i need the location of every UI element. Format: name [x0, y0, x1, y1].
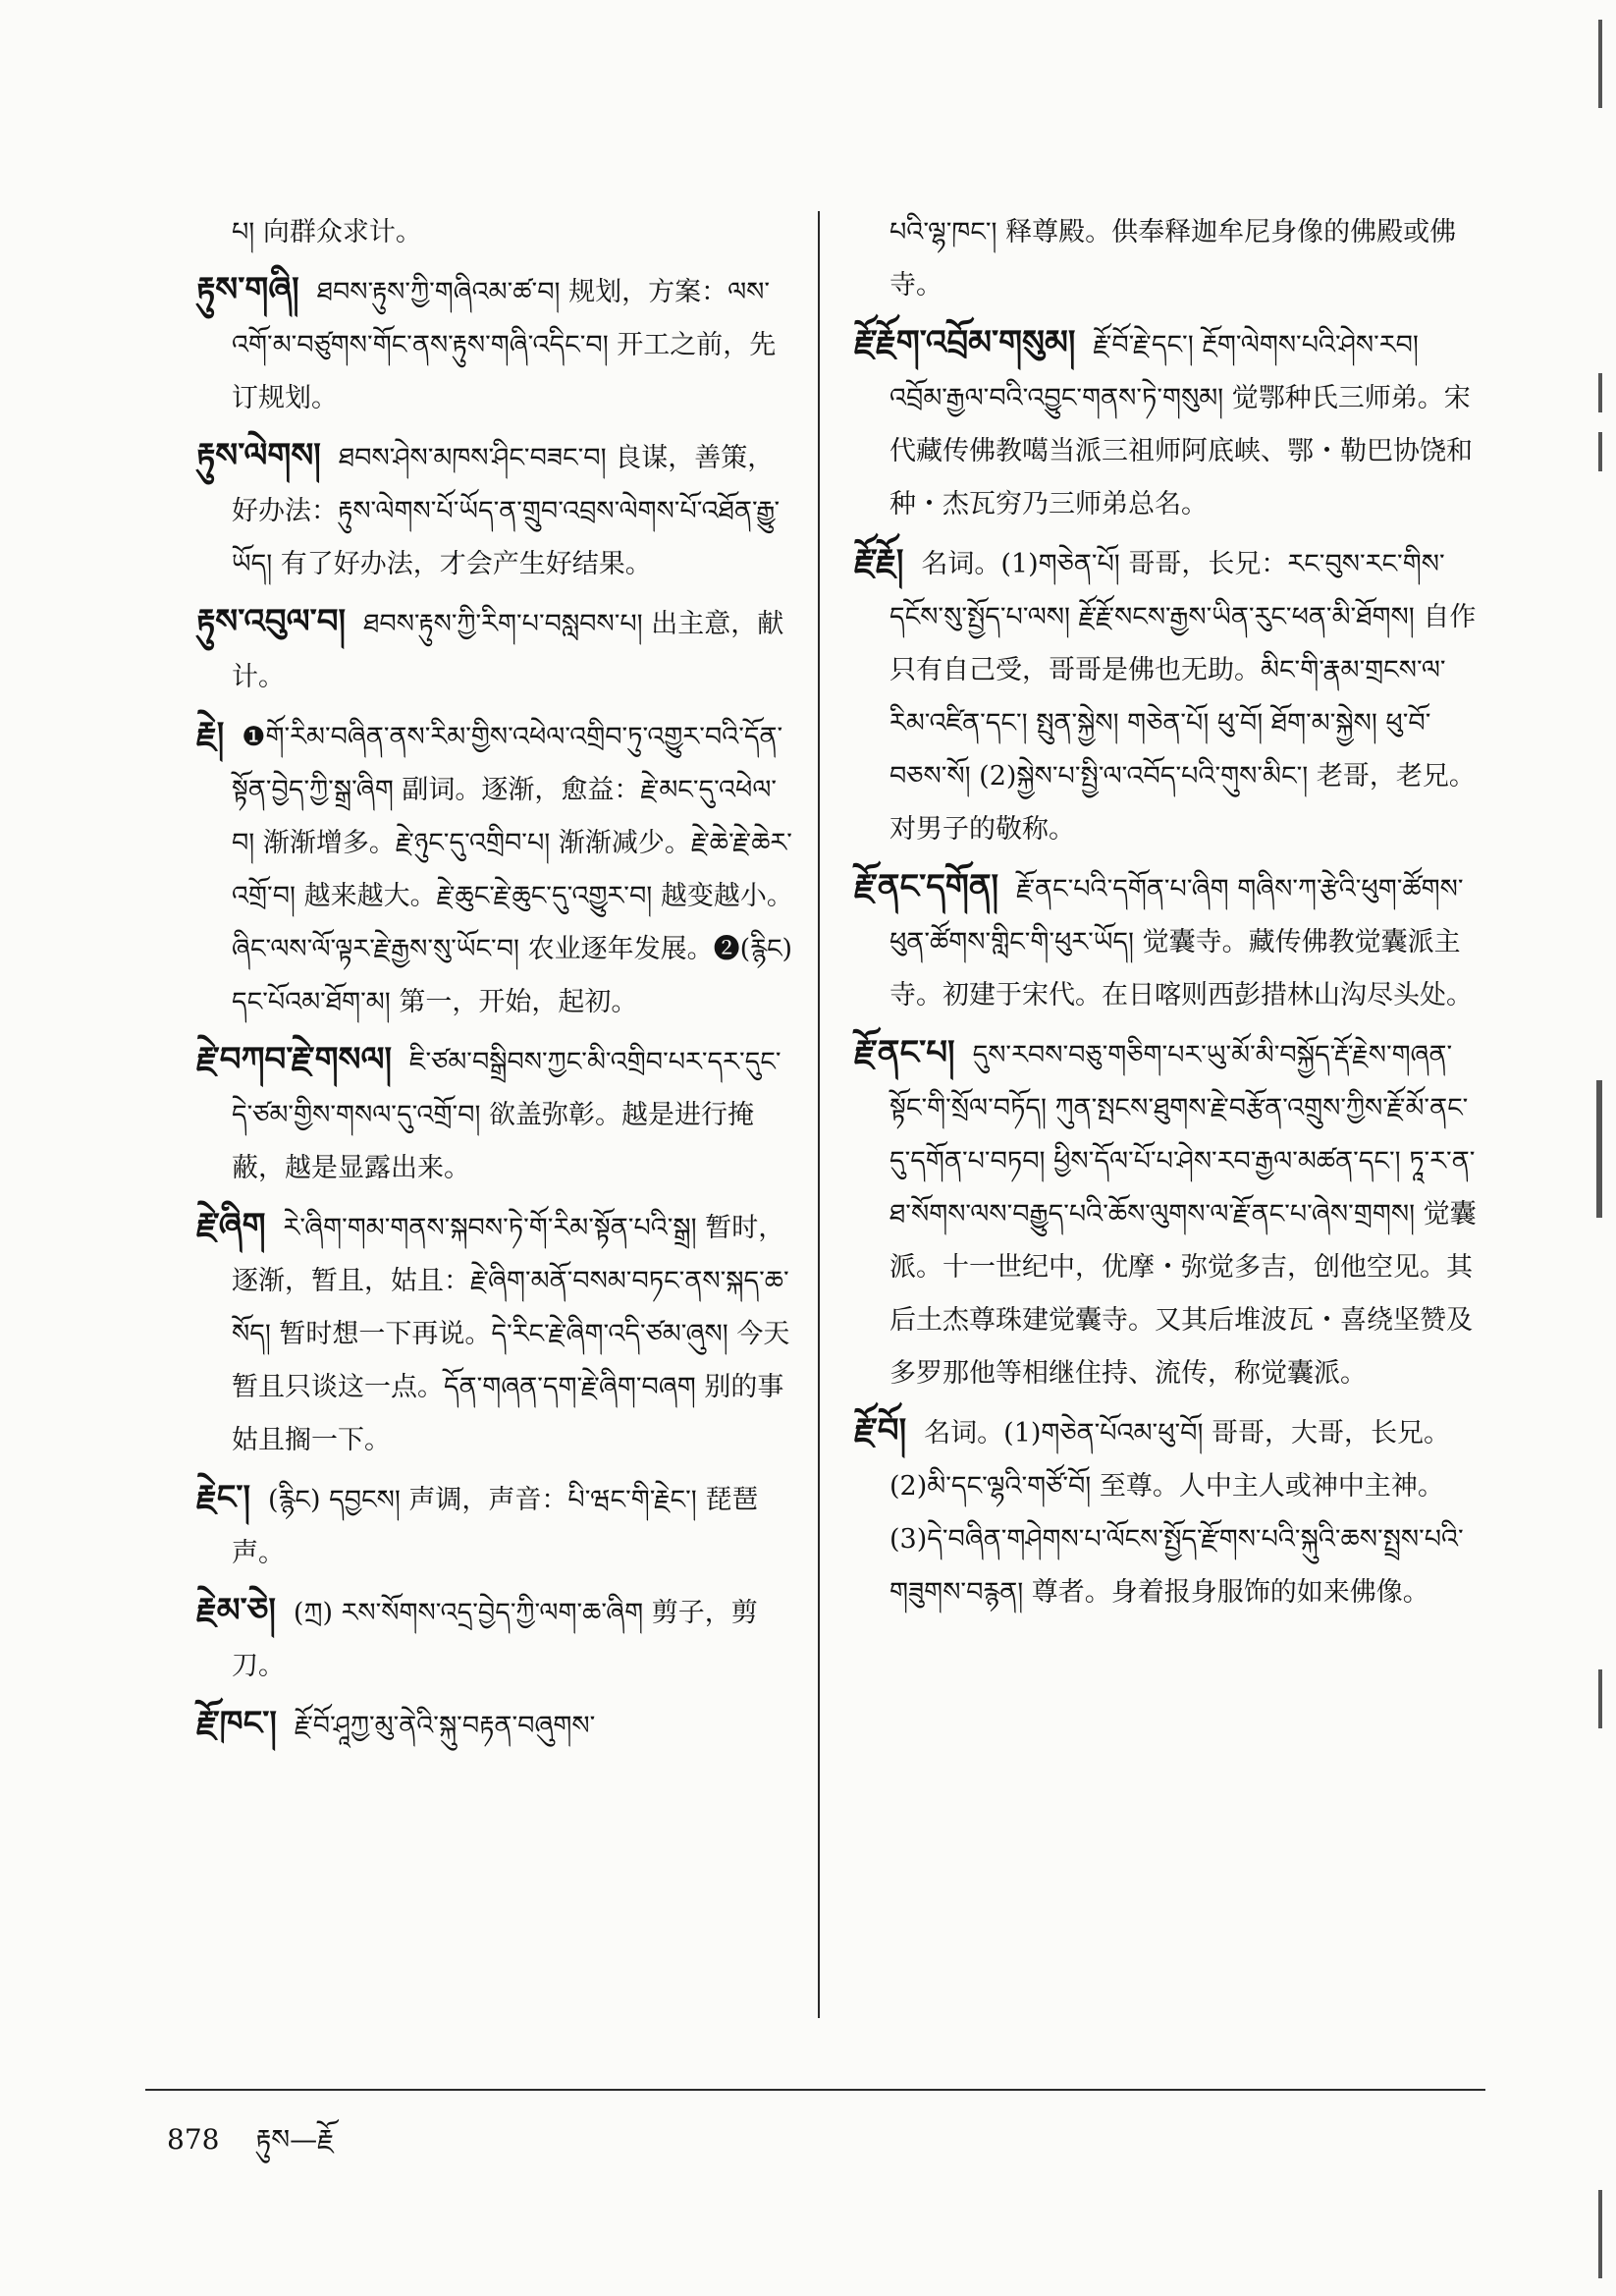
footer-rule: [145, 2089, 1485, 2091]
dictionary-entry: [854, 1404, 1484, 1619]
entry-definition: པའི་ལྷ་ཁང་། 释尊殿。供奉释迦牟尼身像的佛殿或佛寺。: [889, 217, 1457, 301]
entry-definition: རྗོ་བོ་ཤཱཀྱ་མུ་ནེའི་སྐུ་བརྟན་བཞུགས་: [294, 1711, 596, 1741]
dictionary-entry: [196, 1584, 795, 1693]
dictionary-entry: [854, 316, 1484, 531]
dictionary-entry: [196, 708, 795, 1029]
dictionary-entry: [854, 1026, 1484, 1400]
entry-headword: རྗོ་ནང་དགོན།: [854, 867, 999, 906]
entry-definition: 名词。(1)གཅེན་པོ། 哥哥，长兄：རང་བུས་རང་གིས་དངོས་སུ་སྤྱོད་པ་ལས། རྗོ་རྗོ་སངས་རྒྱས་ཡིན་རུང་ཕན་མི་ཐོགས། 自作只有自己受，哥哥是佛也无助。མིང་གི་རྣམ་གྲངས་ལ་རིམ་འཛིན་དང་། སྤུན་སྐྱེས། གཅེན་པོ། ཕུ་བོ། ཐོག་མ་སྐྱེས། ཕུ་བོ་བཅས་སོ། (2)སྐྱེས་པ་སྤྱི་ལ་འབོད་པའི་གུས་མིང་། 老哥，老兄。对男子的敬称。: [889, 549, 1477, 845]
dictionary-entry: [196, 263, 795, 425]
entry-definition: དུས་རབས་བཅུ་གཅིག་པར་ཡུ་མོ་མི་བསྐྱོད་རྡོ་རྗེས་གཞན་སྟོང་གི་སྲོལ་བཏོད། ཀུན་སྤངས་ཐུགས་རྗེ་བརྩོན་འགྲུས་ཀྱིས་རྗོ་མོ་ནང་དུ་དགོན་པ་བཏབ། ཕྱིས་དོལ་པོ་པ་ཤེས་རབ་རྒྱལ་མཚན་དང་། ཏཱ་ར་ན་ཐ་སོགས་ལས་བརྒྱུད་པའི་ཆོས་ལུགས་ལ་རྗོ་ནང་པ་ཞེས་གྲགས། 觉囊派。十一世纪中，优摩・弥觉多吉，创他空见。其后土杰尊珠建觉囊寺。又其后堆波瓦・喜绕坚赞及多罗那他等相继住持、流传，称觉囊派。: [889, 1040, 1477, 1389]
entry-definition: ཇི་ཙམ་བསྒྲིབས་ཀྱང་མི་འགྲིབ་པར་དར་དུང་དེ་ཙམ་གྱིས་གསལ་དུ་འགྲོ་བ། 欲盖弥彰。越是进行掩蔽，越是显露出来。: [232, 1047, 781, 1183]
entry-definition: (ཀྲ) རས་སོགས་འདྲ་བྱེད་ཀྱི་ལག་ཆ་ཞིག 剪子，剪刀。: [232, 1598, 758, 1681]
entry-definition: (རྙིང) དབྱངས། 声调，声音：པི་ཝང་གི་རྗེང་། 琵琶声。: [232, 1485, 759, 1568]
dictionary-entry: [196, 1199, 795, 1467]
dictionary-entry: [196, 206, 795, 259]
entry-definition: ཐབས་རྟུས་ཀྱི་གཞིའམ་ཚ་བ། 规划，方案：ལས་འགོ་མ་བཙུགས་གོང་ནས་རྟུས་གཞི་འདིང་བ། 开工之前，先订规划。: [232, 277, 777, 413]
entry-definition: རེ་ཞིག་གམ་གནས་སྐབས་ཏེ་གོ་རིམ་སྟོན་པའི་སྒྲ། 暂时，逐渐，暂且，姑且：རྗེ་ཞིག་མནོ་བསམ་བཏང་ནས་སྐད་ཆ་སོད། 暂时想一下再说。དེ་རིང་རྗེ་ཞིག་འདི་ཙམ་ཞུས། 今天暂且只谈这一点。དོན་གཞན་དག་རྗེ་ཞིག་བཞག 别的事姑且搁一下。: [232, 1213, 790, 1455]
dictionary-entry: [196, 1697, 795, 1753]
column-divider: [818, 211, 820, 2018]
entry-headword: རྟུས་གཞི།: [196, 270, 299, 309]
right-column: [854, 206, 1484, 1623]
left-column: [196, 206, 795, 1757]
entry-headword: རྗོ་ཁང་།: [196, 1704, 277, 1743]
entry-definition: ཐབས་རྟུས་ཀྱི་རིག་པ་བསླབས་པ། 出主意，献计。: [232, 609, 784, 692]
dictionary-entry: [196, 1471, 795, 1580]
entry-definition: པ། 向群众求计。: [232, 217, 422, 247]
entry-headword: རྗེ།: [196, 715, 225, 754]
entry-headword: རྗེང་།: [196, 1478, 251, 1517]
scan-edge-marks: [1587, 0, 1608, 2296]
dictionary-entry: [196, 1033, 795, 1195]
dictionary-entry: [196, 429, 795, 591]
entry-definition: རྗོ་བོ་རྗེ་དང་། རྔོག་ལེགས་པའི་ཤེས་རབ། འབྲོམ་རྒྱལ་བའི་འབྱུང་གནས་ཏེ་གསུམ། 觉鄂种氏三师弟。宋代藏传佛教噶当派三祖师阿底峡、鄂・勒巴协饶和种・杰瓦穷乃三师弟总名。: [889, 330, 1473, 519]
entry-headword: རྗོ་རྗོ།: [854, 542, 904, 581]
entry-headword: རྟུས་འབུལ་བ།: [196, 602, 347, 641]
entry-headword: རྗེམ་ཅེ།: [196, 1591, 276, 1630]
entry-headword: རྗེ་བཀབ་རྗེ་གསལ།: [196, 1040, 393, 1079]
dictionary-entry: [854, 535, 1484, 856]
entry-headword: རྟུས་ལེགས།: [196, 436, 321, 475]
entry-headword: རྗོ་བོ།: [854, 1411, 907, 1450]
page-range: རྟུས—རྗོ: [255, 2123, 335, 2156]
dictionary-entry: [854, 206, 1484, 312]
dictionary-entry: [854, 860, 1484, 1022]
entry-definition: རྗོ་ནང་པའི་དགོན་པ་ཞིག གཞིས་ཀ་རྩེའི་ཕུག་ཚོགས་ཕུན་ཚོགས་གླིང་གི་ཕུར་ཡོད། 觉囊寺。藏传佛教觉囊派主寺。初建于宋代。在日喀则西彭措林山沟尽头处。: [889, 874, 1473, 1011]
entry-headword: རྗེ་ཞིག: [196, 1206, 266, 1245]
entry-definition: ❶གོ་རིམ་བཞིན་ནས་རིམ་གྱིས་འཕེལ་འགྲིབ་ཏུ་འགྱུར་བའི་དོན་སྟོན་བྱེད་ཀྱི་སྒྲ་ཞིག 副词。逐渐，愈益：རྗེ་མང་དུ་འཕེལ་བ། 渐渐增多。རྗེ་ཉུང་དུ་འགྲིབ་པ། 渐渐减少。རྗེ་ཆེ་རྗེ་ཆེར་འགྲོ་བ། 越来越大。རྗེ་ཆུང་རྗེ་ཆུང་དུ་འགྱུར་བ། 越变越小。ཞིང་ལས་ལོ་ལྟར་རྗེ་རྒྱས་སུ་ཡོང་བ། 农业逐年发展。❷(རྙིང) དང་པོའམ་ཐོག་མ། 第一，开始，起初。: [232, 722, 793, 1017]
entry-headword: རྗོ་ནང་པ།: [854, 1033, 955, 1072]
dictionary-entry: [196, 595, 795, 704]
entry-headword: རྗོ་རྗོག་འབྲོམ་གསུམ།: [854, 323, 1076, 362]
page-footer: [167, 2108, 361, 2186]
page-number: 878: [167, 2123, 220, 2156]
entry-definition: ཐབས་ཤེས་མཁས་ཤིང་བཟང་བ། 良谋，善策，好办法：རྟུས་ལེགས་པོ་ཡོད་ན་གྲུབ་འབྲས་ལེགས་པོ་འཐོན་རྒྱུ་ཡོད། 有了好办法，才会产生好结果。: [232, 443, 781, 579]
entry-definition: 名词。(1)གཅེན་པོའམ་ཕུ་བོ། 哥哥，大哥，长兄。(2)མི་དང་ལྷའི་གཙོ་བོ། 至尊。人中主人或神中主神。(3)དེ་བཞིན་གཤེགས་པ་ལོངས་སྤྱོད་རྫོགས་པའི་སྐུའི་ཆས་སྤྲས་པའི་གཟུགས་བརྙན། 尊者。身着报身服饰的如来佛像。: [889, 1418, 1464, 1608]
